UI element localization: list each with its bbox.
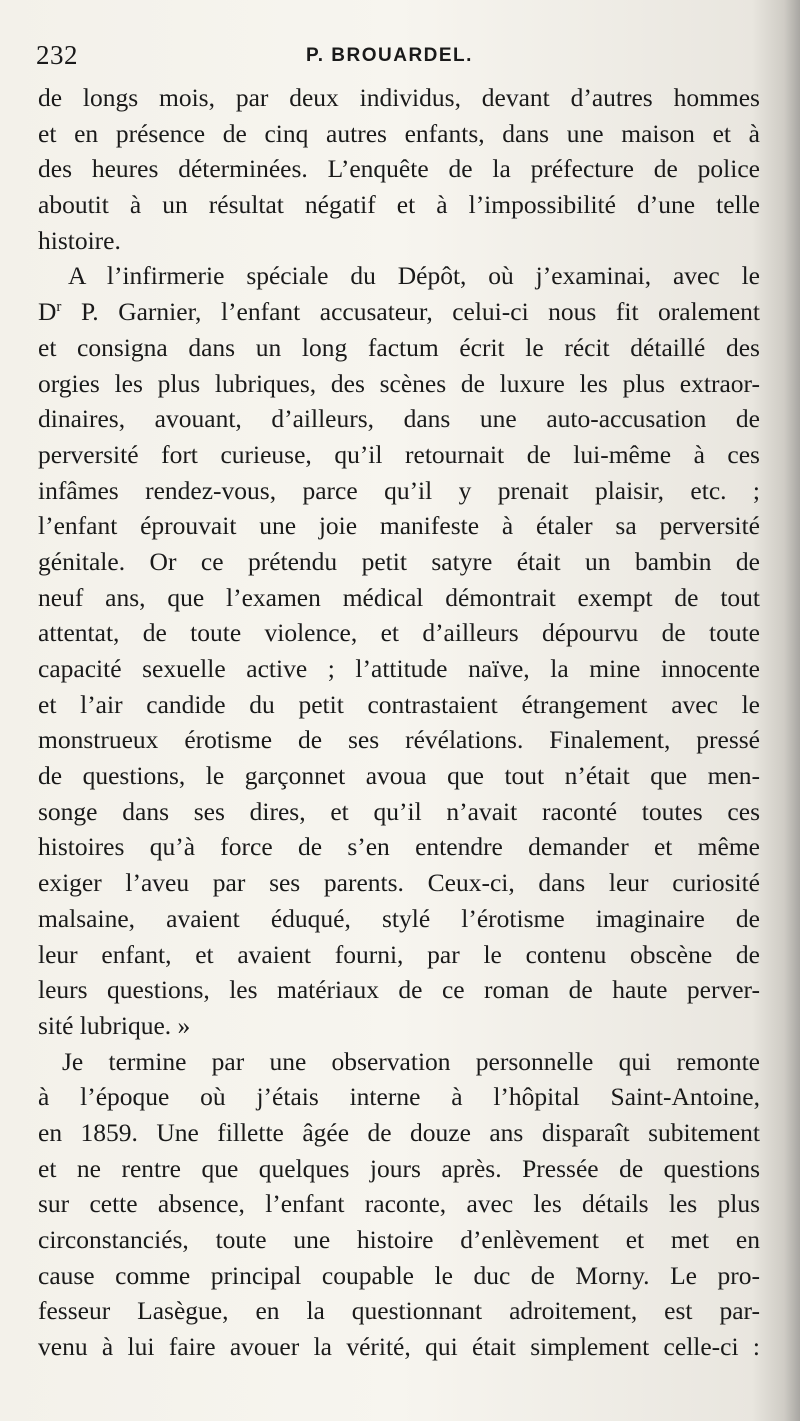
text-line: malsaine, avaient éduqué, stylé l’érotisme imaginaire de	[38, 903, 760, 933]
text-line: et en présence de cinq autres enfants, dans une maison et à	[38, 118, 760, 148]
text-line: attentat, de toute violence, et d’ailleurs dépourvu de toute	[38, 618, 760, 648]
text-line: de longs mois, par deux individus, devant d’autres hommes	[38, 83, 760, 112]
text-line: sur cette absence, l’enfant raconte, avec les détails les plus	[38, 1189, 760, 1219]
text-line: de questions, le garçonnet avoua que tout n’était que men-	[38, 761, 760, 791]
text-line: leurs questions, les matériaux de ce roman de haute perver-	[38, 975, 760, 1005]
text-line: histoire.	[38, 225, 121, 255]
body-text	[38, 80, 760, 1365]
text-line: exiger l’aveu par ses parents. Ceux-ci, dans leur curiosité	[38, 868, 760, 898]
doctor-abbreviation: $D^r$	[38, 297, 62, 327]
text-line: neuf ans, que l’examen médical démontrait exempt de tout	[38, 582, 760, 612]
text-line: sité lubrique. »	[38, 1010, 191, 1040]
text-line: à l’époque où j’étais interne à l’hôpital Saint-Antoine,	[38, 1082, 760, 1112]
text-line: monstrueux érotisme de ses révélations. Finalement, pressé	[38, 725, 760, 755]
text-line: circonstanciés, toute une histoire d’enlèvement et met en	[38, 1225, 760, 1254]
paragraph-start-line: Je termine par une observation personnelle qui remonte	[62, 1046, 760, 1076]
page-header	[36, 40, 756, 70]
text-line: histoires qu’à force de s’en entendre demander et même	[38, 832, 760, 862]
text-line: capacité sexuelle active ; l’attitude naïve, la mine innocente	[38, 654, 760, 683]
running-head: P. BROUARDEL.	[306, 45, 473, 66]
text-line: et consigna dans un long factum écrit le récit détaillé des	[38, 332, 760, 362]
text-line: perversité fort curieuse, qu’il retournait de lui-même à ces	[38, 439, 760, 469]
text-line: et l’air candide du petit contrastaient étrangement avec le	[38, 689, 760, 719]
text-line: venu à lui faire avouer la vérité, qui était simplement celle-ci :	[38, 1332, 760, 1362]
text-line: des heures déterminées. L’enquête de la préfecture de police	[38, 154, 760, 184]
text-line: fesseur Lasègue, en la questionnant adroitement, est par-	[38, 1296, 760, 1326]
text-line: en 1859. Une fillette âgée de douze ans disparaît subitement	[38, 1117, 760, 1147]
paragraph-start-line: A l’infirmerie spéciale du Dépôt, où j’examinai, avec le	[68, 261, 760, 291]
text-line: infâmes rendez-vous, parce qu’il y prenait plaisir, etc. ;	[38, 475, 760, 505]
text-line: aboutit à un résultat négatif et à l’impossibilité d’une telle	[38, 190, 760, 220]
text-line: et ne rentre que quelques jours après. Pressée de questions	[38, 1153, 760, 1183]
text-line: l’enfant éprouvait une joie manifeste à étaler sa perversité	[38, 511, 760, 541]
text-line: dinaires, avouant, d’ailleurs, dans une auto-accusation de	[38, 404, 760, 434]
page-number: 232	[36, 40, 78, 70]
text-line: songe dans ses dires, et qu’il n’avait raconté toutes ces	[38, 796, 760, 826]
text-line: cause comme principal coupable le duc de Morny. Le pro-	[38, 1260, 760, 1290]
text-line: $D^r$ P. Garnier, l’enfant accusateur, celui-ci nous fit oralement	[38, 297, 760, 327]
text-line: leur enfant, et avaient fourni, par le contenu obscène de	[38, 939, 760, 969]
text-line: génitale. Or ce prétendu petit satyre était un bambin de	[38, 546, 760, 576]
text-line: orgies les plus lubriques, des scènes de luxure les plus extraor-	[38, 368, 760, 398]
